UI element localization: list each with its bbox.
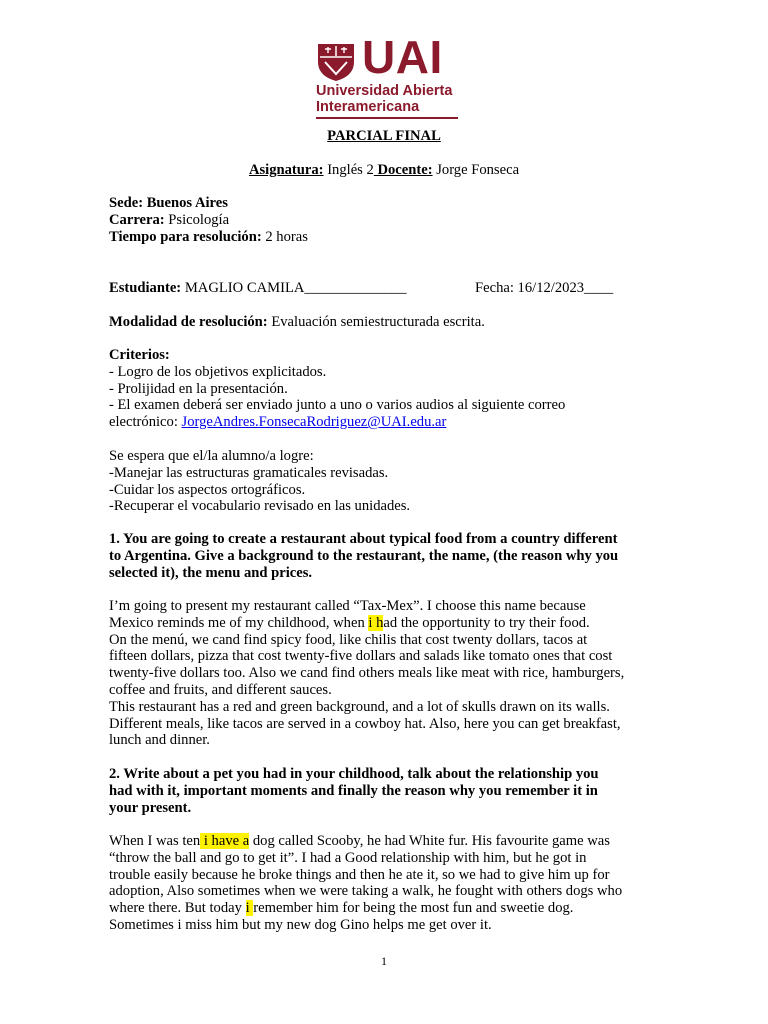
logo-line-2: Interamericana xyxy=(316,99,420,115)
criteria-section xyxy=(109,347,669,431)
logo-wordmark: UAI xyxy=(362,31,443,83)
shield-icon xyxy=(316,42,356,82)
expectations-intro: Se espera que el/la alumno/a logre: xyxy=(109,448,314,464)
highlighted-text: i xyxy=(245,900,254,917)
subject-line xyxy=(0,162,768,179)
date-field: Fecha: 16/12/2023____ xyxy=(475,280,614,296)
student-label: Estudiante: xyxy=(109,280,182,296)
criteria-email-line: electrónico: JorgeAndres.FonsecaRodriguez@UAI.edu.ar xyxy=(109,414,447,431)
carrera-line: Carrera: Psicología xyxy=(109,211,230,228)
criteria-item: - Logro de los objetivos explicitados. xyxy=(109,363,327,380)
answer-1: I’m going to present my restaurant called “Tax-Mex”. I choose this name because Mexico reminds me of my childhood, when i had the opportunity to try their food. On the menú, we cand find spicy food, like chilis that cost twenty dollars, tacos at fifteen dollars, pizza that cost twenty-five dollars and salads like tomato ones that cost twenty-five dollars too. Also we cand find others meals like meat with rice, hamburgers, coffee and fruits, and different sauces. This restaurant has a red and green background, and a lot of skulls drawn on its walls. Different meals, like tacos are served in a cowboy hat. Also, here you can get breakfast, lunch and dinner. xyxy=(109,598,625,749)
subject-value: Inglés 2 xyxy=(327,162,374,178)
expectations-section xyxy=(109,448,669,515)
question-1: 1. You are going to create a restaurant about typical food from a country different to Argentina. Give a background to the restaurant, the name, (the reason why you selected it), the menu and prices. xyxy=(109,531,619,581)
tiempo-line: Tiempo para resolución: 2 horas xyxy=(109,228,308,245)
criteria-item: - El examen deberá ser enviado junto a uno o varios audios al siguiente correo xyxy=(109,397,566,414)
expectation-item: -Recuperar el vocabulario revisado en las unidades. xyxy=(109,498,411,515)
modalidad-line: Modalidad de resolución: Evaluación semiestructurada escrita. xyxy=(109,314,485,330)
student-name: MAGLIO CAMILA______________ xyxy=(181,280,407,296)
highlighted-text: i h xyxy=(368,614,384,631)
page-number: 1 xyxy=(381,954,387,968)
expectation-item: -Manejar las estructuras gramaticales revisadas. xyxy=(109,464,389,481)
teacher-label: Docente: xyxy=(373,162,433,178)
course-info xyxy=(109,195,669,245)
email-link[interactable]: JorgeAndres.FonsecaRodriguez@UAI.edu.ar xyxy=(181,414,447,431)
subject-label: Asignatura: xyxy=(248,162,324,178)
sede-line: Sede: Buenos Aires xyxy=(109,195,228,211)
criteria-item: - Prolijidad en la presentación. xyxy=(109,380,288,397)
expectation-item: -Cuidar los aspectos ortográficos. xyxy=(109,481,306,498)
page-title: PARCIAL FINAL xyxy=(327,128,441,144)
student-line xyxy=(109,280,669,297)
uai-logo xyxy=(312,31,462,116)
teacher-value: Jorge Fonseca xyxy=(432,162,520,178)
answer-2: When I was ten i have a dog called Scooby, he had White fur. His favourite game was “throw the ball and go to get it”. I had a Good relationship with him, but he got in trouble easily because he broke things and then he ate it, so we had to give him up for adoption, Also sometimes when we were taking a walk, he fought with others dogs who where there. But today i remember him for being the most fun and sweetie dog. Sometimes i miss him but my new dog Gino helps me get over it. xyxy=(109,833,623,933)
logo-line-1: Universidad Abierta xyxy=(316,83,453,99)
criteria-heading: Criterios: xyxy=(109,347,170,363)
question-2: 2. Write about a pet you had in your childhood, talk about the relationship you had with it, important moments and finally the reason why you remember it in your present. xyxy=(109,766,599,816)
logo-underline xyxy=(316,117,458,119)
highlighted-text: i have a xyxy=(200,833,250,849)
